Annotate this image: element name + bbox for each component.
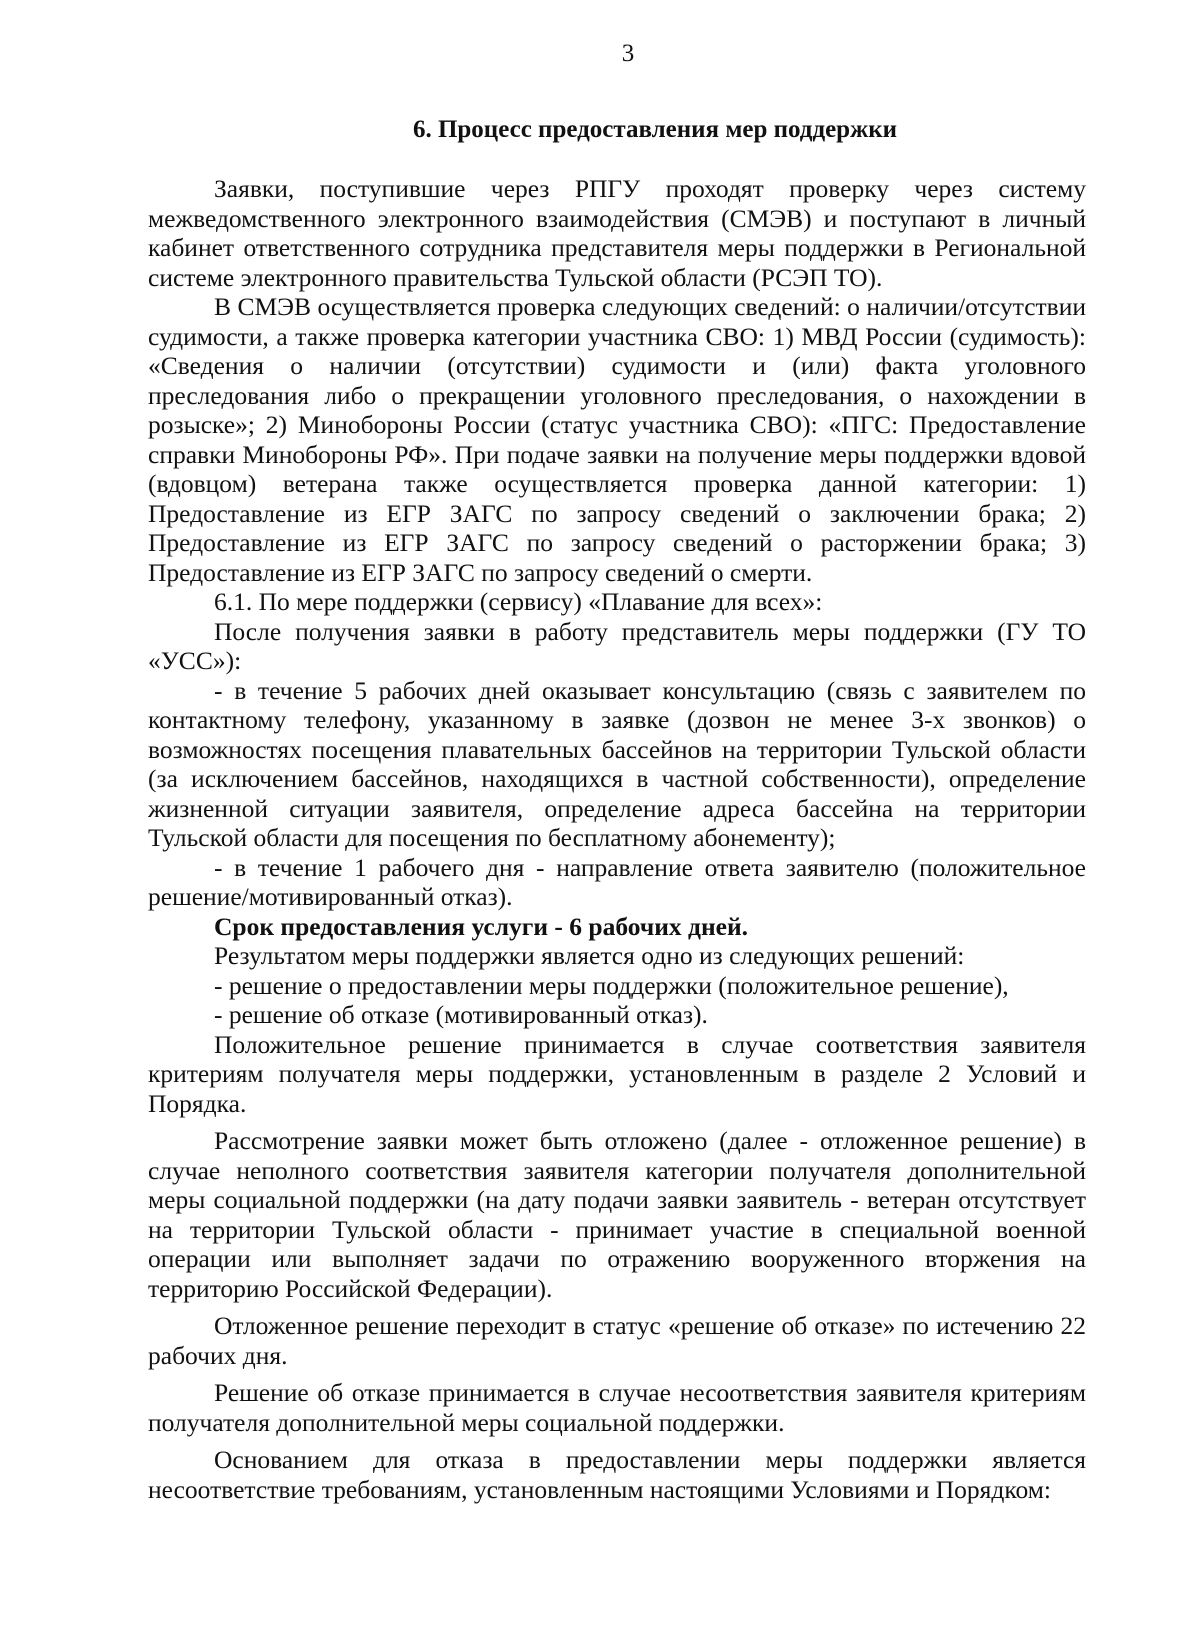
paragraph: 6.1. По мере поддержки (сервису) «Плавание для всех»: [214, 587, 823, 616]
paragraph: Рассмотрение заявки может быть отложено (далее - отложенное решение) в случае неполного соответствия заявителя категории получателя дополнительной меры социальной поддержки (на дату подачи заявки заявитель - ветеран отсутствует на территории Тульской области - принимает участие в специальной военной операции или выполняет задачи по отражению вооруженного вторжения на территорию Российской Федерации). [148, 1126, 1086, 1303]
paragraph: Заявки, поступившие через РПГУ проходят проверку через систему межведомственного электронного взаимодействия (СМЭВ) и поступают в личный кабинет ответственного сотрудника представителя меры поддержки в Региональной системе электронного правительства Тульской области (РСЭП ТО). [148, 174, 1086, 292]
paragraph: Основанием для отказа в предоставлении меры поддержки является несоответствие требованиям, установленным настоящими Условиями и Порядком: [148, 1445, 1086, 1504]
list-item: - решение об отказе (мотивированный отказ). [214, 1000, 708, 1029]
paragraph: Решение об отказе принимается в случае несоответствия заявителя критериям получателя дополнительной меры социальной поддержки. [148, 1378, 1086, 1437]
list-item: - решение о предоставлении меры поддержки (положительное решение), [214, 970, 1009, 1000]
paragraph: После получения заявки в работу представитель меры поддержки (ГУ ТО «УСС»): [148, 616, 1086, 675]
paragraph: Отложенное решение переходит в статус «решение об отказе» по истечению 22 рабочих дня. [148, 1311, 1086, 1370]
service-term-paragraph: Срок предоставления услуги - 6 рабочих дней. [214, 911, 749, 941]
paragraph: Положительное решение принимается в случае соответствия заявителя критериям получателя меры поддержки, установленным в разделе 2 Условий и Порядка. [148, 1029, 1086, 1118]
section-title: 6. Процесс предоставления мер поддержки [412, 116, 898, 143]
document-body [148, 174, 1086, 1504]
paragraph: Результатом меры поддержки является одно из следующих решений: [214, 941, 965, 970]
page-number: 3 [621, 40, 635, 67]
paragraph: - в течение 1 рабочего дня - направление ответа заявителю (положительное решение/мотивированный отказ). [148, 852, 1086, 911]
paragraph: - в течение 5 рабочих дней оказывает консультацию (связь с заявителем по контактному телефону, указанному в заявке (дозвон не менее 3-х звонков) о возможностях посещения плавательных бассейнов на территории Тульской области (за исключением бассейнов, находящихся в частной собственности), определение жизненной ситуации заявителя, определение адреса бассейна на территории Тульской области для посещения по бесплатному абонементу); [148, 675, 1086, 852]
paragraph: В СМЭВ осуществляется проверка следующих сведений: о наличии/отсутствии судимости, а также проверка категории участника СВО: 1) МВД России (судимость): «Сведения о наличии (отсутствии) судимости и (или) факта уголовного преследования либо о прекращении уголовного преследования, о нахождении в розыске»; 2) Минобороны России (статус участника СВО): «ПГС: Предоставление справки Минобороны РФ». При подаче заявки на получение меры поддержки вдовой (вдовцом) ветерана также осуществляется проверка данной категории: 1) Предоставление из ЕГР ЗАГС по запросу сведений о заключении брака; 2) Предоставление из ЕГР ЗАГС по запросу сведений о расторжении брака; 3) Предоставление из ЕГР ЗАГС по запросу сведений о смерти. [148, 292, 1086, 587]
